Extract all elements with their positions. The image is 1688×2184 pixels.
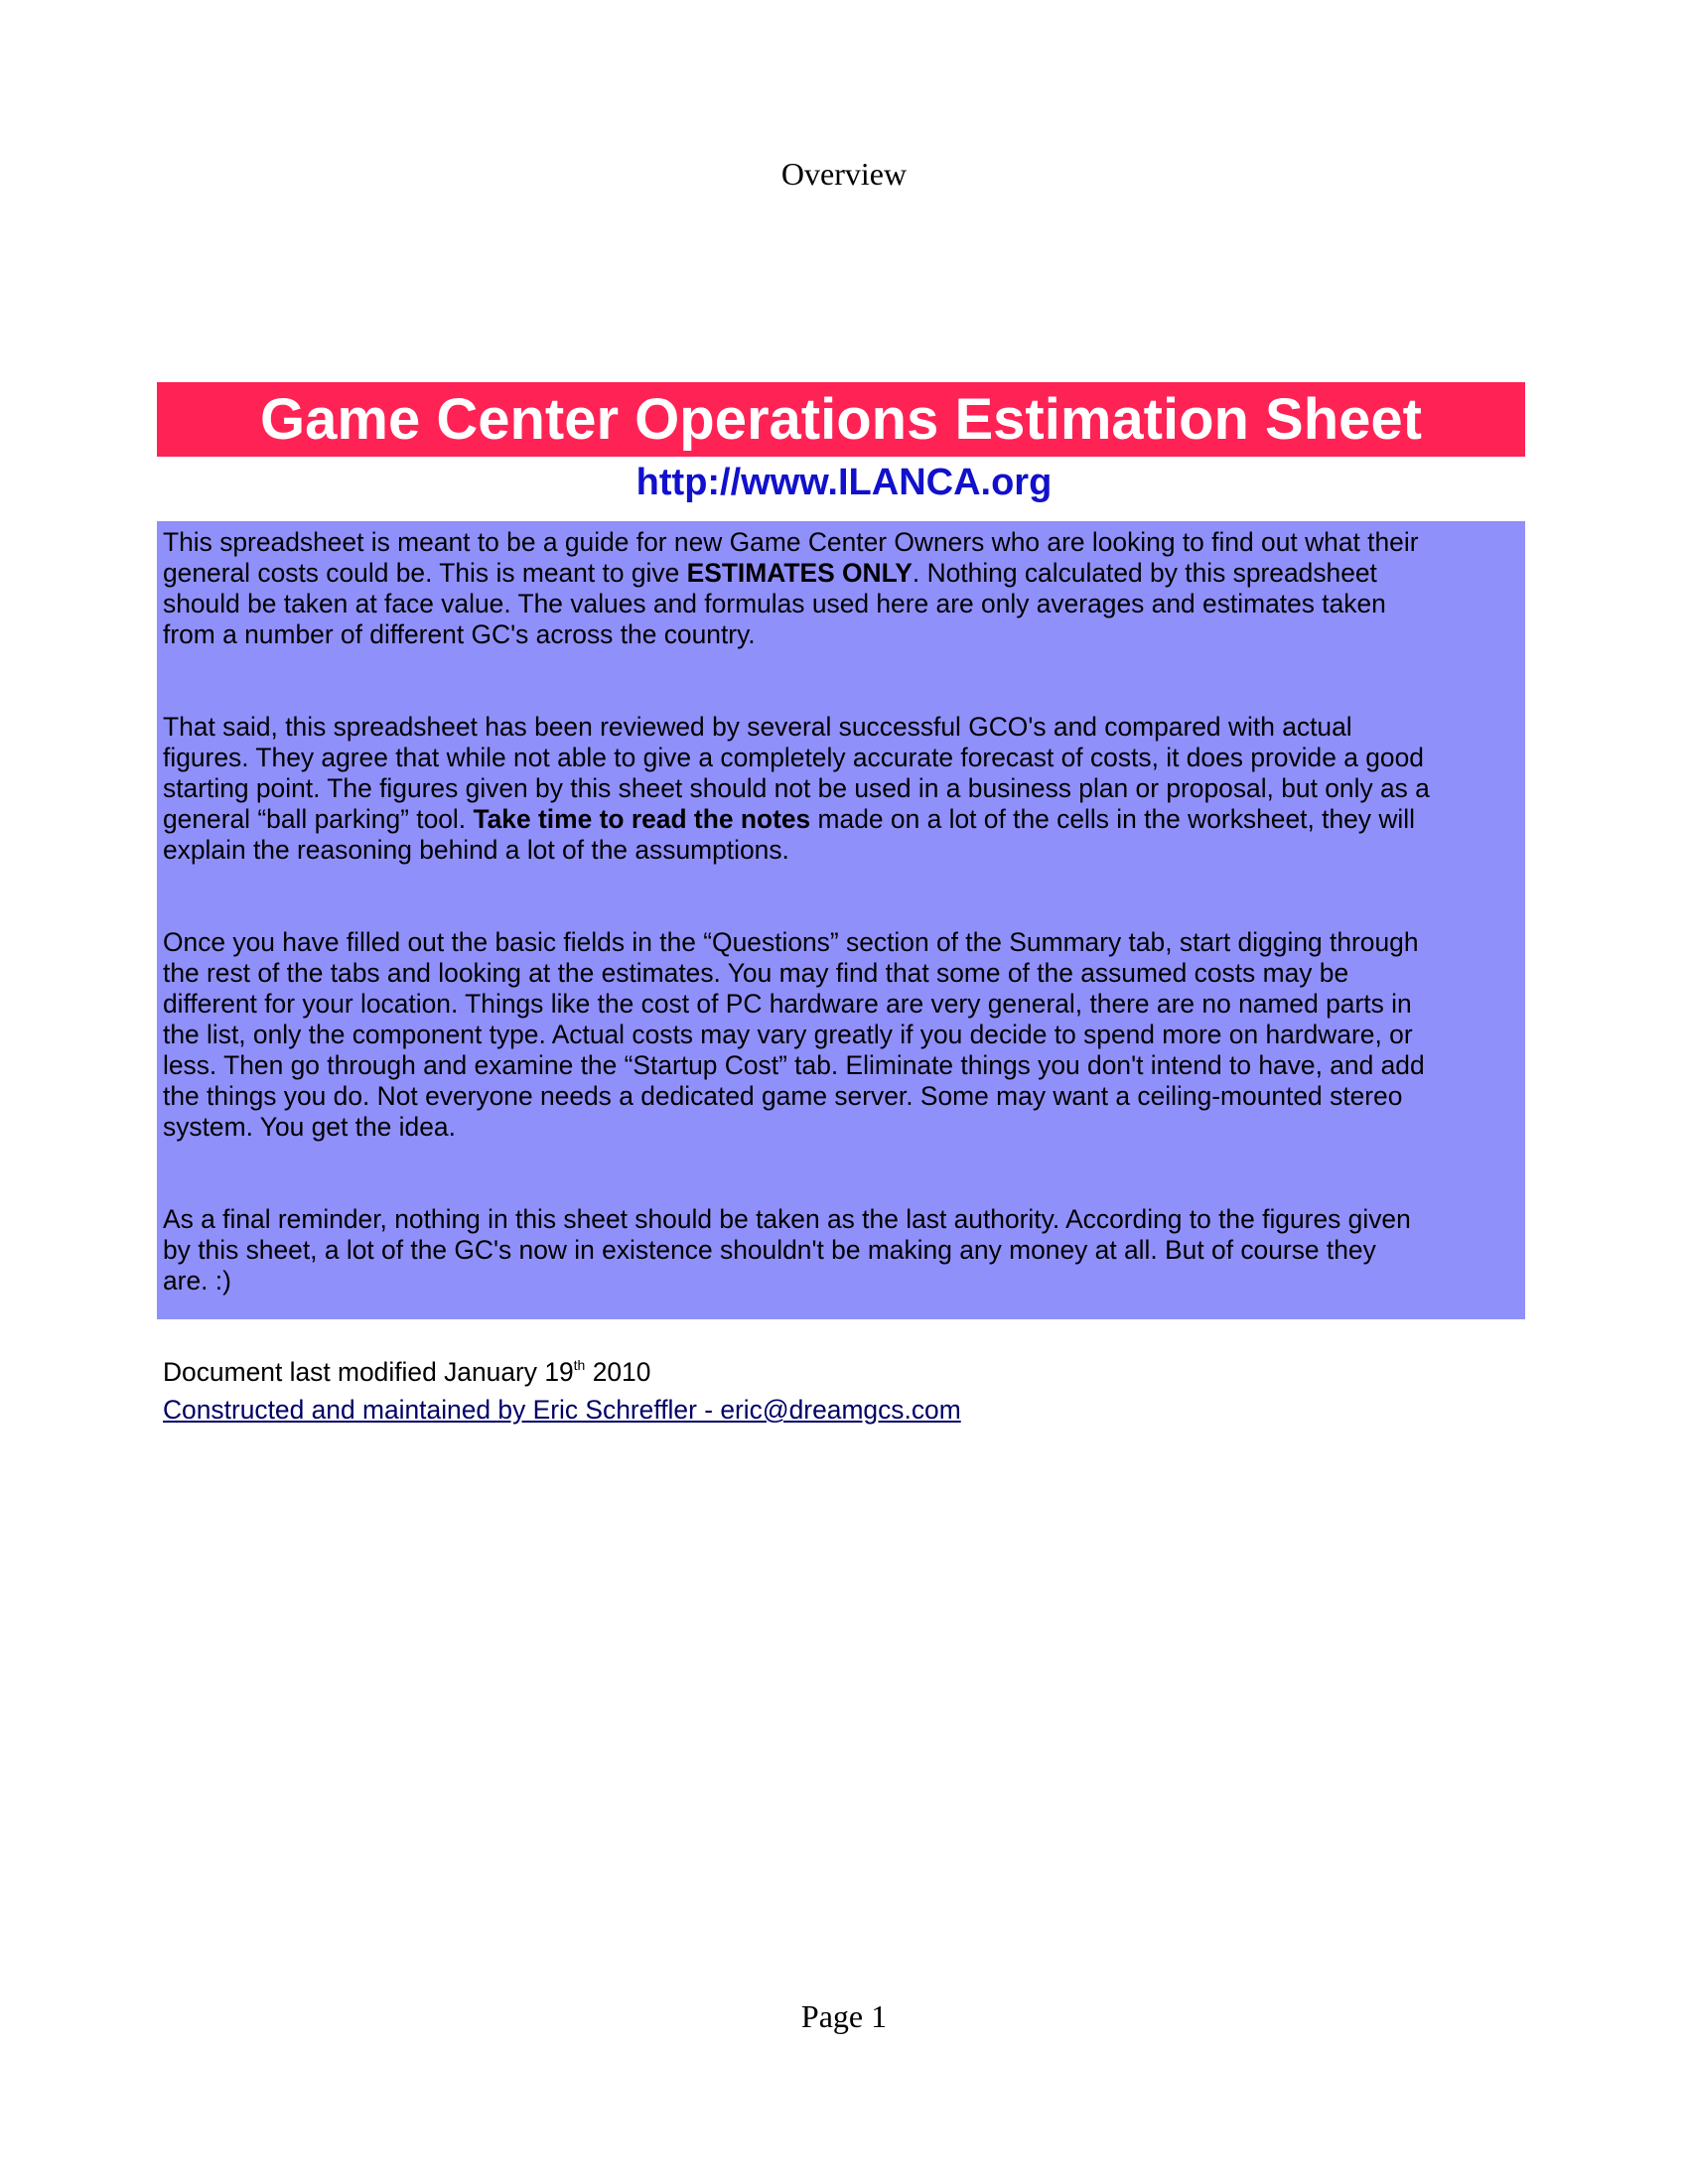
ilanca-link[interactable]: http://www.ILANCA.org	[635, 462, 1053, 503]
notes-paragraph-instructions: Once you have filled out the basic fields in the “Questions” section of the Summary tab, start digging through the rest of the tabs and looking at the estimates. You may find that some of the assumed costs may be different for your location. Things like the cost of PC hardware are very general, there are no named parts in the list, only the component type. Actual costs may vary greatly if you decide to spend more on hardware, or less. Then go through and examine the “Startup Cost” tab. Eliminate things you don't intend to have, and add the things you do. Not everyone needs a dedicated game server. Some may want a ceiling-mounted stereo system. You get the idea.	[163, 927, 1425, 1142]
title-banner	[157, 382, 1525, 457]
notes-paragraph-review-rest: made on a lot of the cells in the worksheet, they will explain the reasoning behind a lot of the assumptions.	[163, 804, 1415, 865]
estimates-only-emphasis: ESTIMATES ONLY	[686, 558, 913, 588]
page-number: Page 1	[800, 1998, 888, 2034]
notes-paragraph-reminder: As a final reminder, nothing in this sheet should be taken as the last authority. According to the figures given by this sheet, a lot of the GC's now in existence shouldn't be making any money at all. But of course they are. :)	[163, 1204, 1411, 1296]
read-notes-emphasis: Take time to read the notes	[473, 804, 811, 834]
last-modified-ordinal: th	[573, 1357, 586, 1373]
notes-panel	[157, 521, 1525, 1319]
notes-paragraph-review-text: That said, this spreadsheet has been reviewed by several successful GCO's and compared with actual figures. They agree that while not able to give a completely accurate forecast of costs, it does provide a good starting point. The figures given by this sheet should not be used in a business plan or proposal, but only as a general “ball parking” tool.	[163, 712, 1430, 834]
maintainer-email-link[interactable]: Constructed and maintained by Eric Schreffler - eric@dreamgcs.com	[163, 1395, 961, 1425]
page-header: Overview	[780, 156, 908, 192]
notes-paragraph-review	[163, 712, 1517, 866]
notes-paragraph-intro	[163, 527, 1517, 650]
last-modified-prefix: Document last modified January 19	[163, 1357, 574, 1387]
sheet-title: Game Center Operations Estimation Sheet	[260, 386, 1422, 452]
notes-paragraph-intro-rest: . Nothing calculated by this spreadsheet should be taken at face value. The values and formulas used here are only averages and estimates taken from a number of different GC's across the country.	[163, 558, 1386, 649]
notes-paragraph-intro-text: This spreadsheet is meant to be a guide for new Game Center Owners who are looking to find out what their general costs could be. This is meant to give	[163, 527, 1419, 588]
last-modified-date	[163, 1356, 650, 1388]
last-modified-year: 2010	[585, 1357, 651, 1387]
